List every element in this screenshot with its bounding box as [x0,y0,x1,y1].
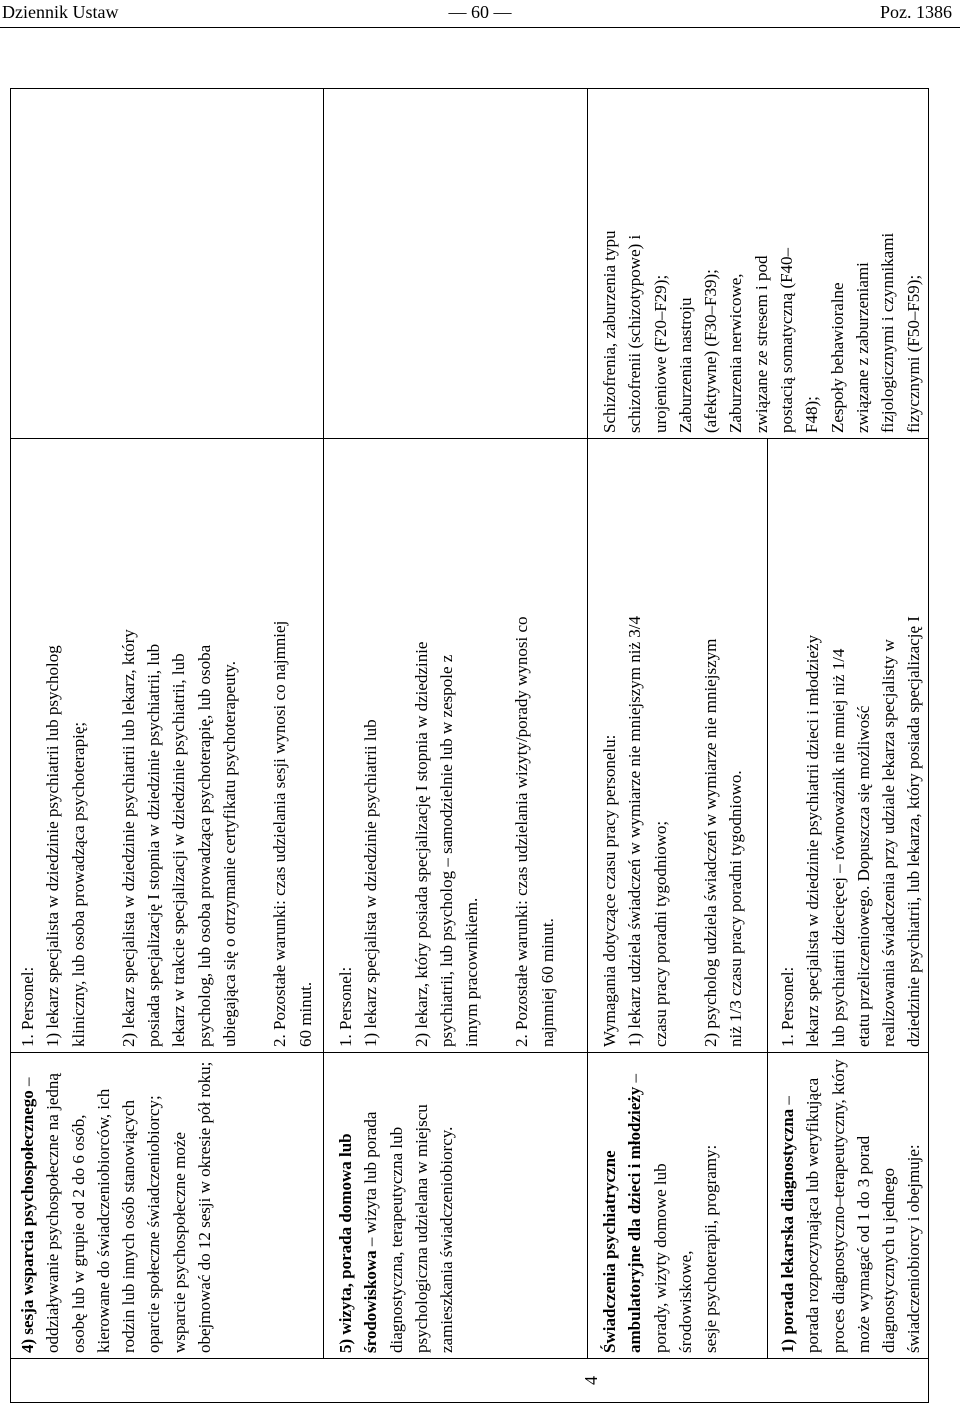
position-number: Poz. 1386 [880,2,952,22]
text-line: może wymagać od 1 do 3 porad [853,1135,873,1353]
text-line: 2) lekarz specjalista w dziedzinie psychiatrii lub lekarz, który [118,629,138,1047]
service-home-visit [333,1059,459,1353]
table-body [11,89,928,1402]
text-line: dziedzinie psychiatrii, lub lekarza, który posiada specjalizację I [904,616,924,1047]
text-line: związane ze stresem i pod [751,255,771,433]
text-line: Schizofrenia, zaburzenia typu [600,230,619,433]
text-line: fizjologicznymi i czynnikami [878,232,898,433]
text-line: najmniej 60 minut. [537,918,557,1047]
service-title: 4) sesja wsparcia psychospołecznego [18,1090,37,1353]
row-number: 4 [581,1376,601,1385]
service-support-session [15,1059,217,1353]
text-line: 1) lekarz specjalista w dziedzinie psychiatrii lub [361,719,381,1047]
text-line: 1) lekarz udziela świadczeń w wymiarze nie mniejszym niż 3/4 [625,616,645,1047]
text-line: porada rozpoczynająca lub weryfikująca [803,1077,823,1353]
text-line: – [625,1073,645,1087]
text-line: psycholog, lub osoba prowadząca psychoterapię, lub osoba [194,644,214,1047]
text-line: porady, wizyty domowe lub środowiskowe, [650,1163,695,1353]
text-line: rodzin lub innych osób stanowiących [119,1099,139,1353]
text-line: diagnostycznych u jednego [879,1167,899,1353]
text-line: psychologiczna udzielana w miejscu [411,1104,431,1353]
text-line: osobę lub w grupie od 2 do 6 osób, [68,1114,88,1353]
text-line: lekarz w trakcie specjalizacji w dziedzinie psychiatrii, lub [169,653,189,1047]
text-line: oparcie społeczne świadczeniobiorcy; [144,1095,164,1353]
text-line: realizowania świadczenia przy udziale lekarza specjalisty w [879,639,899,1047]
text-line: kierowane do świadczeniobiorców, ich [93,1088,113,1353]
requirements-home-visit [333,445,560,1047]
text-line: schizofrenii (schizotypowe) i [625,234,645,433]
text-line: 2. Pozostałe warunki: czas udzielania sesji wynosi co najmniej [270,620,290,1047]
text-line: F48); [802,396,822,433]
row-divider [587,89,588,1359]
text-line: – oddziaływanie psychospołeczne na jedną [18,1073,63,1353]
subrow-divider [767,1053,768,1359]
requirements-support-session [15,445,318,1047]
text-line: posiada specjalizację I stopnia w dziedzinie psychiatrii, lub [144,643,164,1047]
requirements-diagnostic-advice [775,445,927,1047]
text-line: – wizyta lub porada [361,1111,381,1251]
service-title: 5) wizyta, porada domowa lub [336,1133,355,1353]
rotated-table [10,88,929,1403]
text-line: kliniczny, lub osoba prowadząca psychoterapię; [68,721,88,1047]
text-line: niż 1/3 czasu pracy poradni tygodniowo. [726,770,746,1047]
diagnoses-list [597,95,926,433]
text-line: 2) psycholog udziela świadczeń w wymiarze nie mniejszym [700,638,720,1047]
text-line: lub psychiatrii dziecięcej – równoważnik nie mniej niż 1/4 [828,648,848,1047]
journal-title: Dziennik Ustaw [2,2,119,22]
text-line: (afektywne) (F30–F39); [701,269,721,433]
page-header [0,0,960,28]
text-line: 1. Personel: [778,966,797,1047]
text-line: 1. Personel: [336,966,355,1047]
service-title: Świadczenia psychiatryczne [600,1150,619,1353]
text-line: – [778,1096,797,1109]
service-title: 1) porada lekarska diagnostyczna [778,1108,797,1353]
text-line: Wymagania dotyczące czasu pracy personelu: [600,734,619,1047]
text-line: 60 minut. [295,981,315,1047]
requirements-child-psychiatry [597,445,748,1047]
text-line: świadczeniobiorcy i obejmuje: [904,1144,924,1353]
text-line: Zaburzenia nerwicowe, [726,273,746,433]
text-line: postacią somatyczną (F40– [777,247,797,433]
text-line: Zaburzenia nastroju [675,297,695,433]
text-line: zamieszkania świadczeniobiorcy. [437,1126,457,1353]
text-line: lekarz specjalista w dziedzinie psychiatrii dzieci i młodzieży [803,634,823,1047]
text-line: wsparcie psychospołeczne może [169,1132,189,1353]
text-line: innym pracownikiem. [462,897,482,1047]
column-requirements [11,438,928,1053]
text-line: obejmować do 12 sesji w okresie pół roku; [195,1061,215,1353]
text-line: Zespoły behawioralne [827,282,847,433]
text-line: psychiatrii, lub psycholog – samodzielnie lub w zespole z [436,654,456,1047]
service-title: ambulatoryjne dla dzieci i młodzieży [625,1086,645,1353]
text-line: 1. Personel: [18,966,37,1047]
text-line: 2) lekarz, który posiada specjalizację I stopnia w dziedzinie [411,641,431,1047]
text-line: 2. Pozostałe warunki: czas udzielania wizyty/porady wynosi co [512,616,532,1047]
column-number [11,1358,928,1402]
service-diagnostic-advice [775,1059,927,1353]
page-number: — 60 — [448,2,512,22]
text-line: proces diagnostyczno–terapeutyczny, który [828,1059,848,1353]
service-child-psychiatry [597,1059,723,1353]
text-line: etatu przeliczeniowego. Dopuszcza się możliwość [853,705,873,1047]
text-line: diagnostyczna, terapeutyczna lub [386,1126,406,1353]
column-service [11,1052,928,1359]
service-title: środowiskowa [361,1250,381,1353]
text-line: związane z zaburzeniami [852,262,872,433]
row-divider [323,89,324,1359]
text-line: fizycznymi (F50–F59); [903,274,923,433]
text-line: 1) lekarz specjalista w dziedzinie psychiatrii lub psycholog [43,645,63,1047]
text-line: sesje psychoterapii, programy: [701,1144,721,1353]
text-line: ubiegająca się o otrzymanie certyfikatu psychoterapeuty. [220,661,240,1047]
subrow-divider [767,439,768,1053]
text-line: urojeniowe (F20–F29); [650,274,670,433]
column-diagnoses [11,89,928,439]
text-line: czasu pracy poradni tygodniowo; [650,820,670,1047]
